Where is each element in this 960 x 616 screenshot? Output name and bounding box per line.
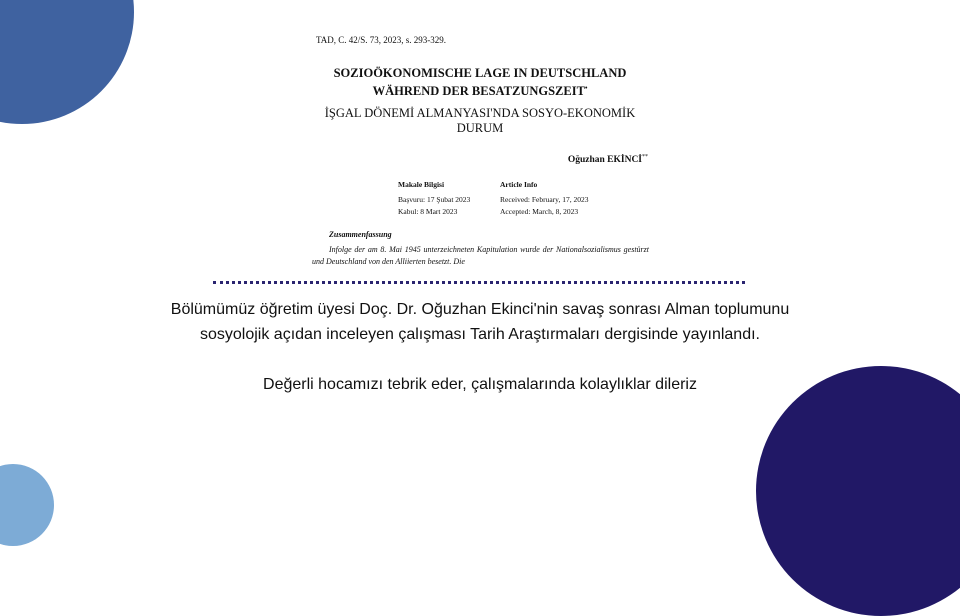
abstract-heading: Zusammenfassung: [329, 230, 392, 239]
decorative-circle-bottom-left: [0, 464, 54, 546]
author-footnote-mark: **: [642, 154, 648, 160]
abstract-text: Infolge der am 8. Mai 1945 unterzeichneten Kapitulation wurde der Nationalsozialismus gestürzt und Deutschland von den Alliierten besetzt. Die: [312, 245, 649, 266]
author-given-name: Oğuzhan: [567, 155, 608, 166]
author-surname: EKİNCİ: [607, 155, 642, 166]
congratulations-text: Değerli hocamızı tebrik eder, çalışmalarında kolaylıklar dileriz: [263, 376, 697, 393]
journal-reference: TAD, C. 42/S. 73, 2023, s. 293-329.: [316, 35, 447, 45]
title-turkish-line-1: İŞGAL DÖNEMİ ALMANYASI'NDA SOSYO-EKONOMİK: [324, 106, 636, 120]
article-info-turkish-received: Başvuru: 17 Şubat 2023: [398, 195, 471, 204]
article-info-english-accepted: Accepted: March, 8, 2023: [500, 207, 579, 216]
decorative-circle-top-left: [0, 0, 134, 124]
article-excerpt: [300, 28, 660, 276]
article-info-turkish: [398, 179, 470, 218]
article-info-english-received: Received: February, 17, 2023: [500, 195, 589, 204]
article-title-german: [300, 66, 660, 99]
article-info-english: [500, 179, 588, 218]
decorative-circle-bottom-right: [756, 366, 960, 616]
title-german-line-1: SOZIOÖKONOMISCHE LAGE IN DEUTSCHLAND: [333, 66, 627, 80]
article-info-english-heading: Article Info: [500, 180, 538, 189]
author-name: [568, 154, 648, 165]
dotted-divider: [213, 281, 745, 284]
announcement-caption: [150, 297, 810, 397]
title-turkish-line-2: DURUM: [456, 121, 504, 135]
announcement-text: Bölümümüz öğretim üyesi Doç. Dr. Oğuzhan Ekinci'nin savaş sonrası Alman toplumunu sosyolojik açıdan inceleyen çalışması Tarih Araştırmaları dergisinde yayınlandı.: [170, 301, 790, 343]
article-info-turkish-heading: Makale Bilgisi: [398, 180, 445, 189]
title-footnote-mark: •: [584, 84, 588, 92]
title-german-line-2: [300, 81, 660, 99]
title-german-line-2-text: WÄHREND DER BESATZUNGSZEIT: [372, 84, 585, 99]
article-title-turkish: [300, 106, 660, 136]
article-info-turkish-accepted: Kabul: 8 Mart 2023: [398, 207, 458, 216]
